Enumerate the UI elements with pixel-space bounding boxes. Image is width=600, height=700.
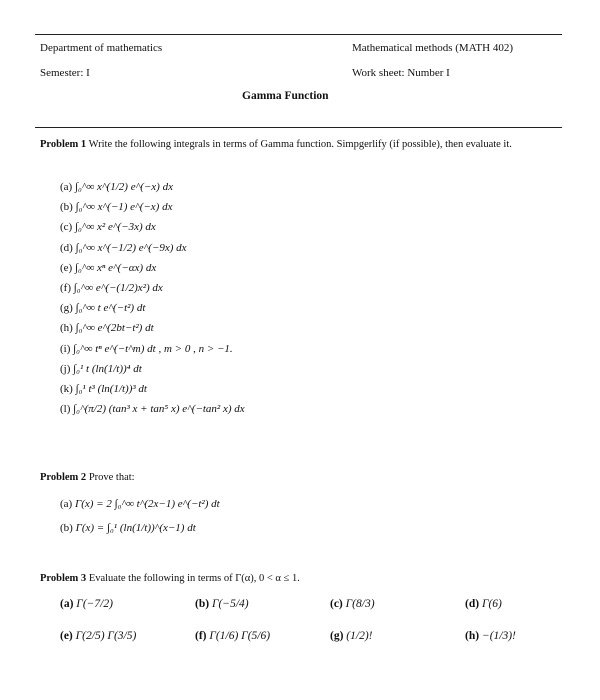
problem3-grid bbox=[60, 598, 550, 662]
problem1-text: Write the following integrals in terms of Gamma function. Simpgerlify (if possible), then evaluate it. bbox=[88, 139, 512, 150]
problem3-item: (g) (1/2)! bbox=[330, 630, 373, 642]
problem3-label: Problem 3 bbox=[40, 573, 87, 584]
problem1-item: (h) ∫₀^∞ e^(2bt−t²) dt bbox=[60, 322, 154, 335]
problem2-item: (a) Γ(x) = 2 ∫₀^∞ t^(2x−1) e^(−t²) dt bbox=[60, 498, 220, 510]
header-bottom-rule bbox=[35, 127, 562, 128]
problem3-item: (c) Γ(8/3) bbox=[330, 598, 375, 610]
problem1-label: Problem 1 bbox=[40, 139, 87, 150]
department-label: Department of mathematics bbox=[40, 42, 163, 54]
problem3-statement bbox=[40, 572, 550, 586]
problem1-item: (i) ∫₀^∞ tⁿ e^(−t^m) dt , m > 0 , n > −1. bbox=[60, 342, 233, 355]
problem3-row bbox=[60, 630, 550, 662]
problem2-text: Prove that: bbox=[88, 472, 135, 483]
problem3-text: Evaluate the following in terms of Γ(α), 0 < α ≤ 1. bbox=[88, 573, 300, 584]
problem3-item: (d) Γ(6) bbox=[465, 598, 502, 610]
problem3-item: (e) Γ(2/5) Γ(3/5) bbox=[60, 630, 137, 642]
problem1-item: (c) ∫₀^∞ x² e^(−3x) dx bbox=[60, 221, 156, 234]
problem2-item: (b) Γ(x) = ∫₀¹ (ln(1/t))^(x−1) dt bbox=[60, 522, 196, 534]
problem1-item: (d) ∫₀^∞ x^(−1/2) e^(−9x) dx bbox=[60, 241, 187, 254]
problem1-list bbox=[60, 177, 245, 419]
problem2-list bbox=[60, 492, 220, 540]
problem3-row bbox=[60, 598, 550, 630]
problem1-item: (e) ∫₀^∞ xⁿ e^(−αx) dx bbox=[60, 261, 157, 274]
problem3-item: (h) −(1/3)! bbox=[465, 630, 516, 642]
problem1-item: (l) ∫₀^(π/2) (tan³ x + tan⁵ x) e^(−tan² x) dx bbox=[60, 403, 245, 416]
top-rule bbox=[35, 34, 562, 35]
problem3-item: (a) Γ(−7/2) bbox=[60, 598, 113, 610]
topic-title: Gamma Function bbox=[242, 90, 329, 102]
problem1-item: (b) ∫₀^∞ x^(−1) e^(−x) dx bbox=[60, 201, 173, 214]
problem1-item: (j) ∫₀¹ t (ln(1/t))⁴ dt bbox=[60, 362, 142, 375]
worksheet-label: Work sheet: Number I bbox=[352, 67, 450, 79]
problem3-item: (f) Γ(1/6) Γ(5/6) bbox=[195, 630, 271, 642]
problem1-item: (f) ∫₀^∞ e^(−(1/2)x²) dx bbox=[60, 281, 163, 294]
problem2-label: Problem 2 bbox=[40, 472, 87, 483]
problem1-item: (g) ∫₀^∞ t e^(−t²) dt bbox=[60, 302, 146, 315]
problem3-item: (b) Γ(−5/4) bbox=[195, 598, 249, 610]
course-label: Mathematical methods (MATH 402) bbox=[352, 42, 513, 54]
problem2-statement bbox=[40, 471, 550, 485]
problem1-item: (k) ∫₀¹ t³ (ln(1/t))³ dt bbox=[60, 382, 147, 395]
problem1-item: (a) ∫₀^∞ x^(1/2) e^(−x) dx bbox=[60, 181, 173, 193]
problem1-statement bbox=[40, 138, 550, 152]
semester-label: Semester: I bbox=[40, 67, 90, 79]
